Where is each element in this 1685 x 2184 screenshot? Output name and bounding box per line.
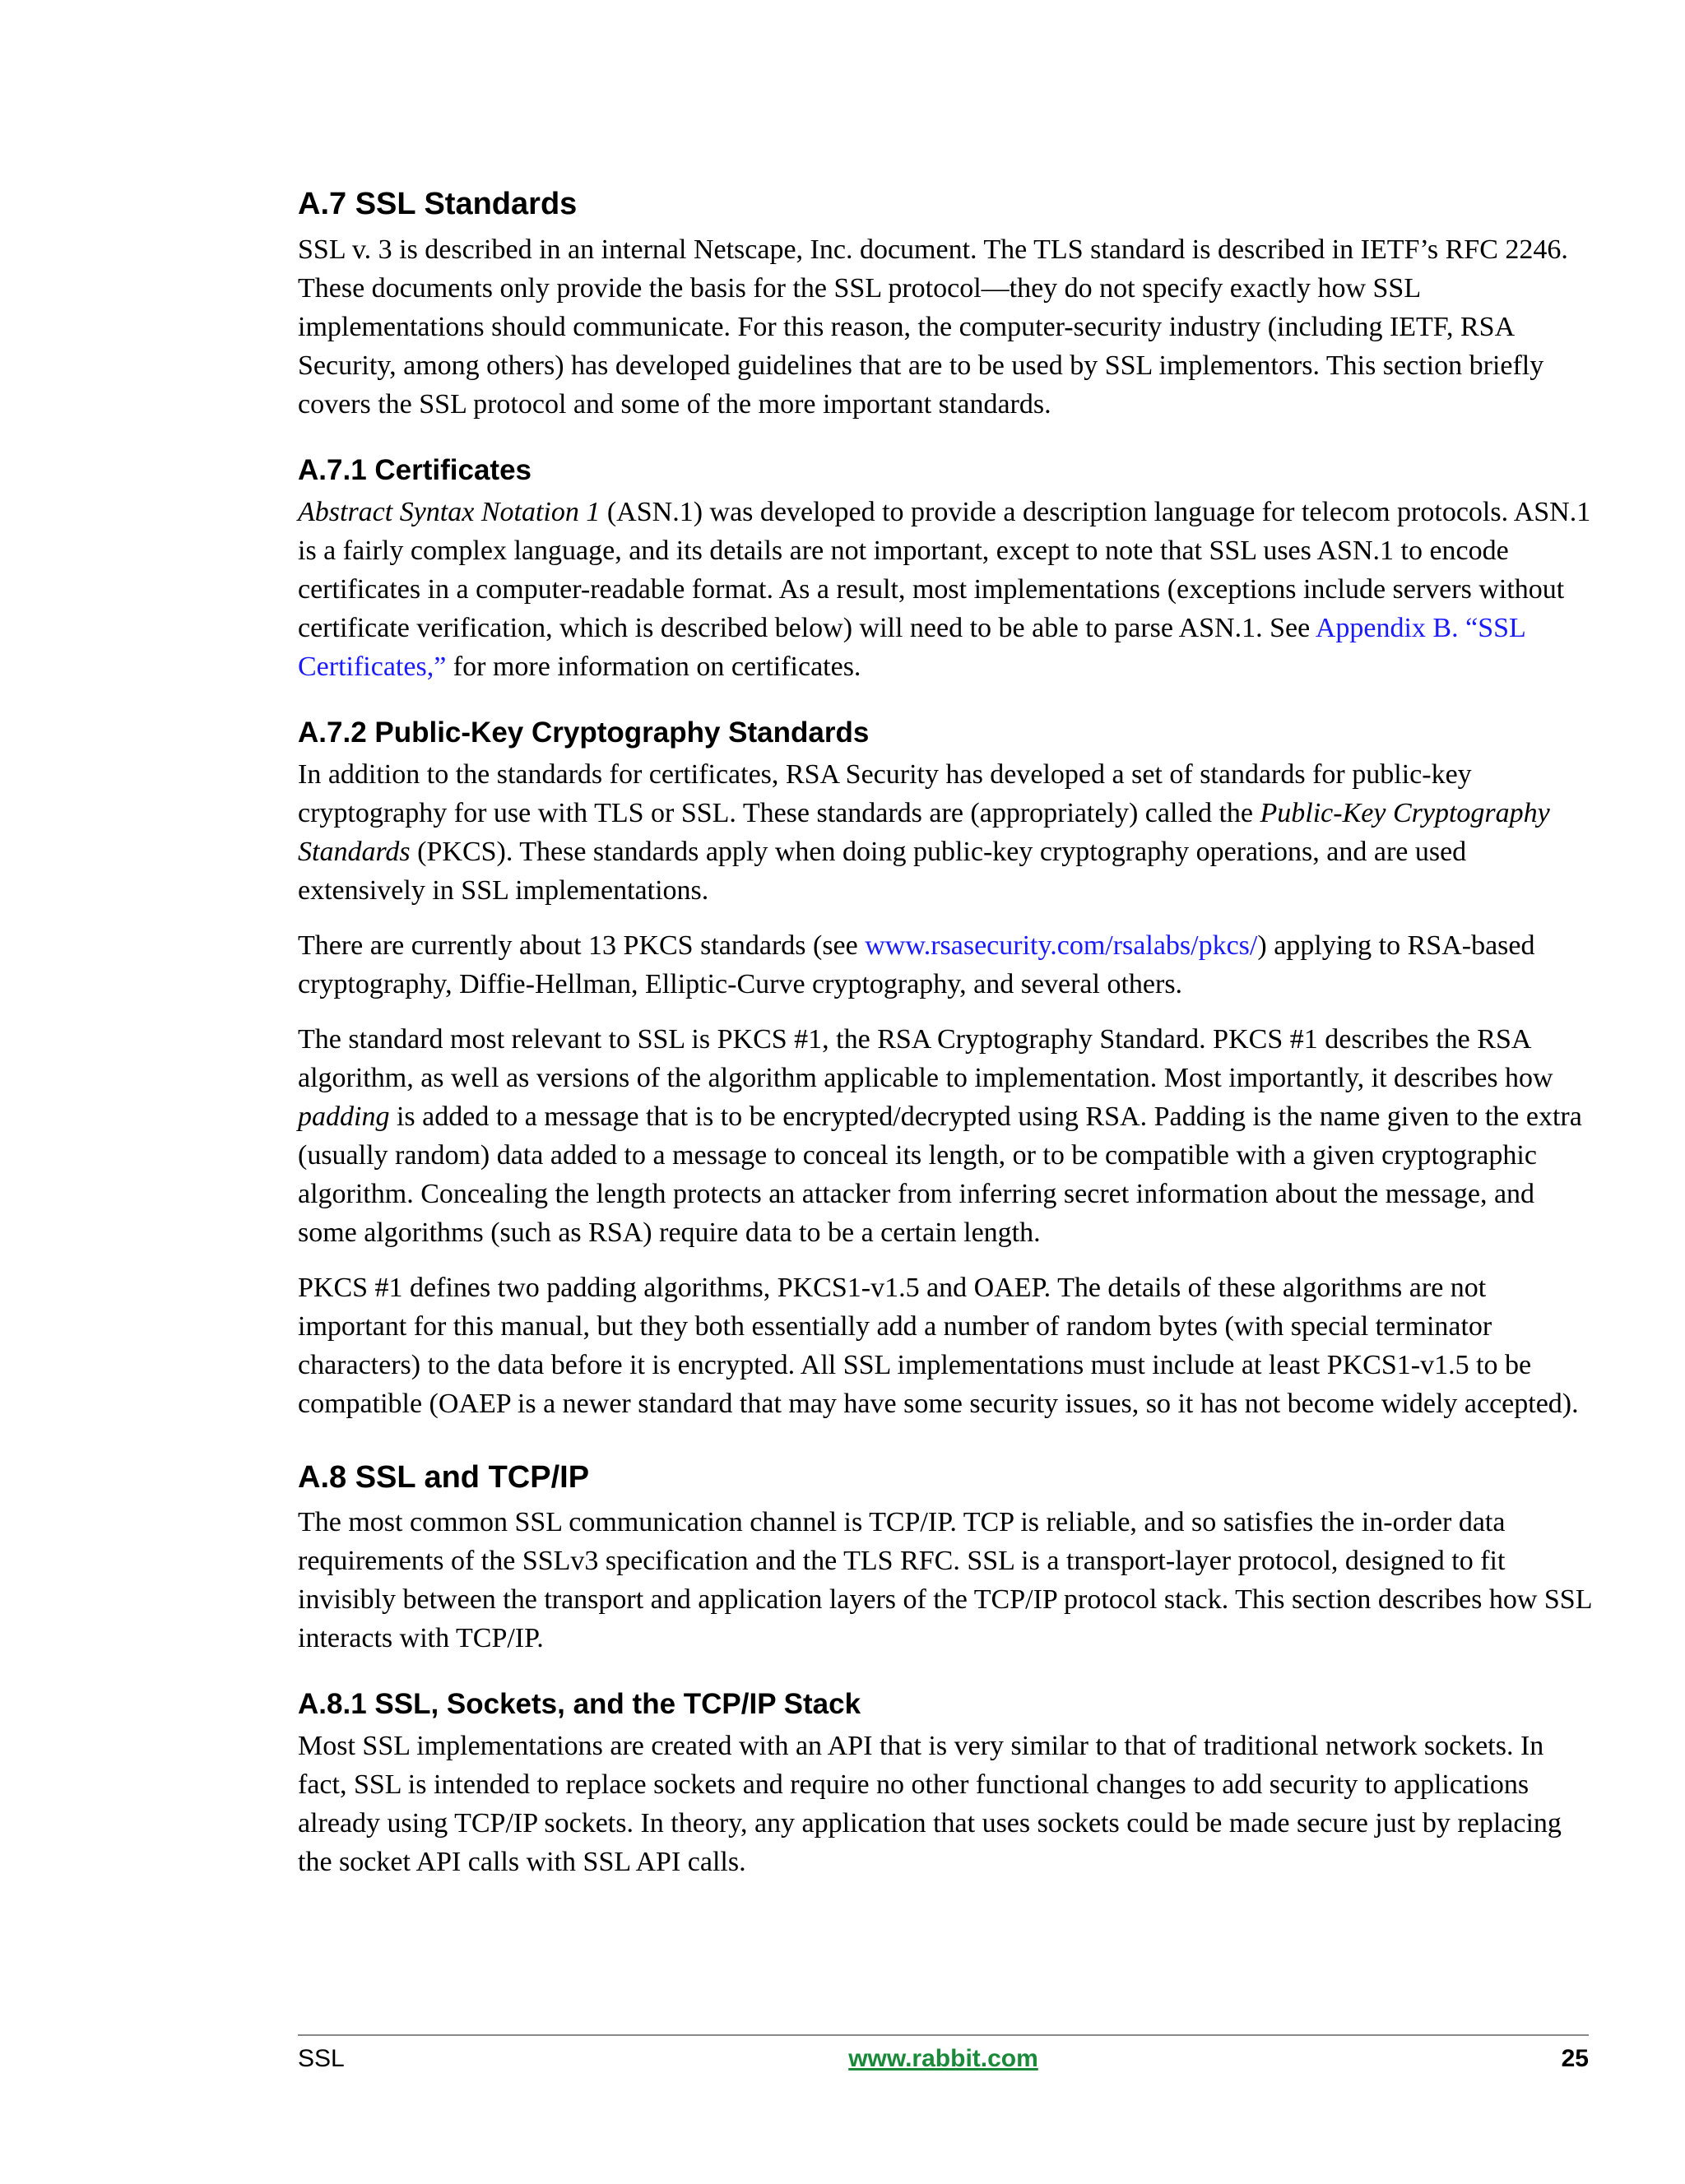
paragraph-text: is added to a message that is to be encrypted/decrypted using RSA. Padding is the name given to the extra (usually random) data added to a message to conceal its length, or to be compatible with a given cryptographic algorithm. Concealing the length protects an attacker from inferring secret information about the message, and some algorithms (such as RSA) require data to be a certain length. [298,1101,1582,1248]
paragraph-text: The standard most relevant to SSL is PKCS #1, the RSA Cryptography Standard. PKCS #1 describes the RSA algorithm, as well as versions of the algorithm applicable to implementation. Most importantly, it describes how [298,1023,1553,1093]
paragraph-a72-2 [298,926,1596,1004]
footer-website-link[interactable]: www.rabbit.com [848,2045,1038,2072]
appendix-b-link[interactable]: Appendix B. “SSL Certificates,” [298,612,1525,682]
paragraph-text: There are currently about 13 PKCS standards (see [298,930,866,961]
paragraph-text: In addition to the standards for certificates, RSA Security has developed a set of standards for public-key cryptography for use with TLS or SSL. These standards are (appropriately) called the [298,758,1472,828]
section-heading-a8: A.8 SSL and TCP/IP [298,1459,590,1495]
paragraph-a81: Most SSL implementations are created with an API that is very similar to that of traditional network sockets. In fact, SSL is intended to replace sockets and require no other functional changes to add security to applications already using TCP/IP sockets. In theory, any application that uses sockets could be made secure just by replacing the socket API calls with SSL API calls. [298,1731,1562,1878]
paragraph-text: for more information on certificates. [446,651,861,682]
section-heading-a71: A.7.1 Certificates [298,453,532,486]
page-content [298,186,1596,1881]
italic-term: Abstract Syntax Notation 1 [298,496,601,527]
section-heading-a7: A.7 SSL Standards [298,187,578,221]
paragraph-a72-3 [298,1020,1596,1252]
section-heading-a81: A.8.1 SSL, Sockets, and the TCP/IP Stack [298,1688,861,1721]
footer-doc-title: SSL [298,2045,345,2072]
paragraph-a7: SSL v. 3 is described in an internal Netscape, Inc. document. The TLS standard is described in IETF’s RFC 2246. These documents only provide the basis for the SSL protocol—they do not specify exactly how SSL implementations should communicate. For this reason, the computer-security industry (including IETF, RSA Security, among others) has developed guidelines that are to be used by SSL implementors. This section briefly covers the SSL protocol and some of the more important standards. [298,234,1568,420]
pkcs-url-link[interactable]: www.rsasecurity.com/rsalabs/pkcs/ [865,930,1258,961]
footer-page-number: 25 [1561,2045,1589,2072]
paragraph-text: ) applying to RSA-based cryptography, Diffie-Hellman, Elliptic-Curve cryptography, and several others. [298,930,1535,999]
paragraph-a72-1 [298,755,1596,910]
paragraph-text: (PKCS). These standards apply when doing public-key cryptography operations, and are used extensively in SSL implementations. [298,836,1467,906]
italic-term: Public-Key Cryptography Standards [298,797,1550,867]
paragraph-a8: The most common SSL communication channel is TCP/IP. TCP is reliable, and so satisfies the in-order data requirements of the SSLv3 specification and the TLS RFC. SSL is a transport-layer protocol, designed to fit invisibly between the transport and application layers of the TCP/IP protocol stack. This section describes how SSL interacts with TCP/IP. [298,1507,1592,1654]
paragraph-a71 [298,493,1596,686]
section-heading-a72: A.7.2 Public-Key Cryptography Standards [298,716,870,749]
paragraph-a72-4: PKCS #1 defines two padding algorithms, PKCS1-v1.5 and OAEP. The details of these algorithms are not important for this manual, but they both essentially add a number of random bytes (with special terminator characters) to the data before it is encrypted. All SSL implementations must include at least PKCS1-v1.5 to be compatible (OAEP is a newer standard that may have some security issues, so it has not become widely accepted). [298,1272,1579,1419]
italic-term: padding [298,1101,390,1132]
paragraph-text: (ASN.1) was developed to provide a description language for telecom protocols. ASN.1 is a fairly complex language, and its details are not important, except to note that SSL uses ASN.1 to encode certificates in a computer-readable format. As a result, most implementations (exceptions include servers without certificate verification, which is described below) will need to be able to parse ASN.1. See [298,496,1591,643]
page-footer [298,2045,1589,2078]
footer-divider [298,2034,1589,2036]
